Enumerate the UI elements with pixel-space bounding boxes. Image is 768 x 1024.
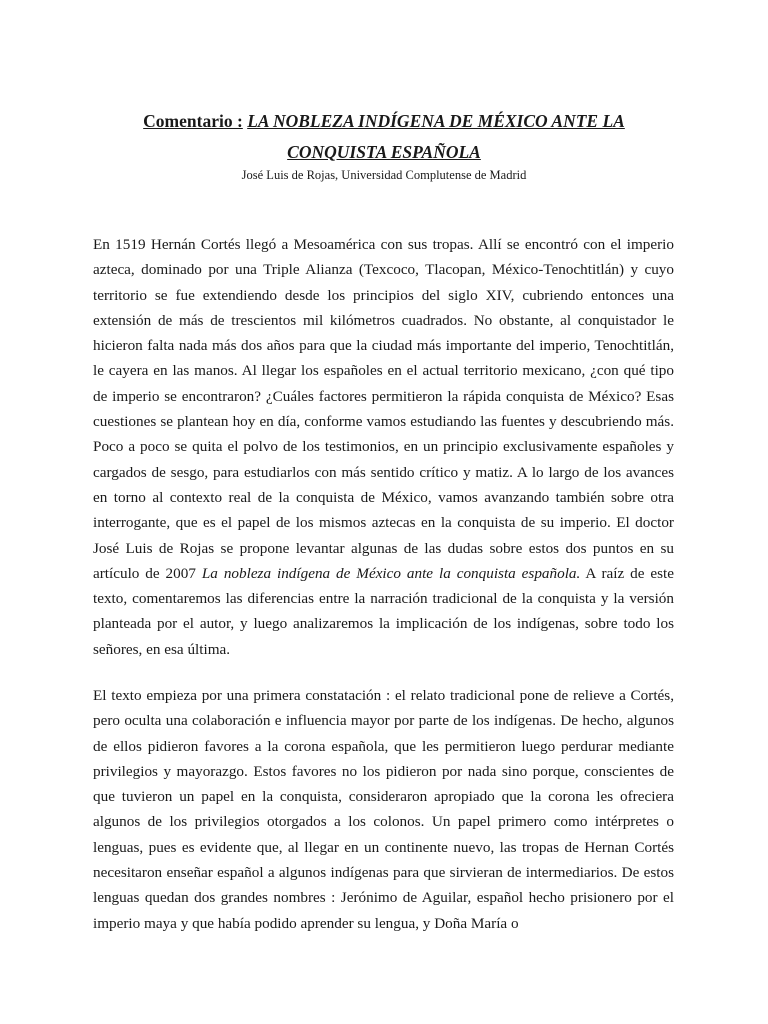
paragraph-second: El texto empieza por una primera constatación : el relato tradicional pone de relieve a Cortés, pero oculta una colaboración e influencia mayor por parte de los indígenas. De hecho, algunos de ellos pidieron favores a la corona española, que les permitieron luego perdurar mediante privilegios y mayorazgo. Estos favores no los pidieron por nada sino porque, conscientes de que tuvieron un papel en la conquista, consideraron apropiado que la corona les ofreciera algunos de los privilegios otorgados a los colonos. Un papel primero como intérpretes o lenguas, pues es evidente que, al llegar en un continente nuevo, las tropas de Hernan Cortés necesitaron enseñar español a algunos indígenas para que sirvieran de intermediarios. De estos lenguas quedan dos grandes nombres : Jerónimo de Aguilar, español hecho prisionero por el imperio maya y que había podido aprender su lengua, y Doña María o <box>93 687 674 932</box>
document-title <box>0 106 768 168</box>
paragraph-introduction-text-end: A raíz de este texto, comentaremos las diferencias entre la narración tradicional de la conquista y la versión planteada por el autor, y luego analizaremos la implicación de los indígenas, sobre todo los señores, en esa última. <box>93 564 674 658</box>
paragraph-introduction <box>93 232 674 662</box>
article-title-citation: La nobleza indígena de México ante la conquista española. <box>201 564 581 582</box>
paragraph-introduction-text: En 1519 Hernán Cortés llegó a Mesoamérica con sus tropas. Allí se encontró con el imperio azteca, dominado por una Triple Alianza (Texcoco, Tlacopan, México-Tenochtitlán) y cuyo territorio se fue extendiendo desde los principios del siglo XIV, cubriendo entonces una extensión de más de trescientos mil kilómetros cuadrados. No obstante, al conquistador le hicieron falta nada más dos años para que la ciudad más importante del imperio, Tenochtitlán, le cayera en las manos. Al llegar los españoles en el actual territorio mexicano, ¿con qué tipo de imperio se encontraron? ¿Cuáles factores permitieron la rápida conquista de México? Esas cuestiones se plantean hoy en día, conforme vamos estudiando las fuentes y descubriendo más. Poco a poco se quita el polvo de los testimonios, en un principio exclusivamente españoles y cargados de sesgo, para estudiarlos con más sentido crítico y matiz. A lo largo de los avances en torno al contexto real de la conquista de México, vamos avanzando también sobre otra interrogante, que es el papel de los mismos aztecas en la conquista de su imperio. El doctor José Luis de Rojas se propone levantar algunas de las dudas sobre estos dos puntos en su artículo de 2007 <box>93 236 674 582</box>
author-affiliation: José Luis de Rojas, Universidad Complutense de Madrid <box>241 168 527 182</box>
title-label: Comentario : <box>143 111 243 131</box>
title-work-line1: LA NOBLEZA INDÍGENA DE MÉXICO ANTE LA <box>247 111 625 131</box>
title-work-line2: CONQUISTA ESPAÑOLA <box>287 142 481 162</box>
